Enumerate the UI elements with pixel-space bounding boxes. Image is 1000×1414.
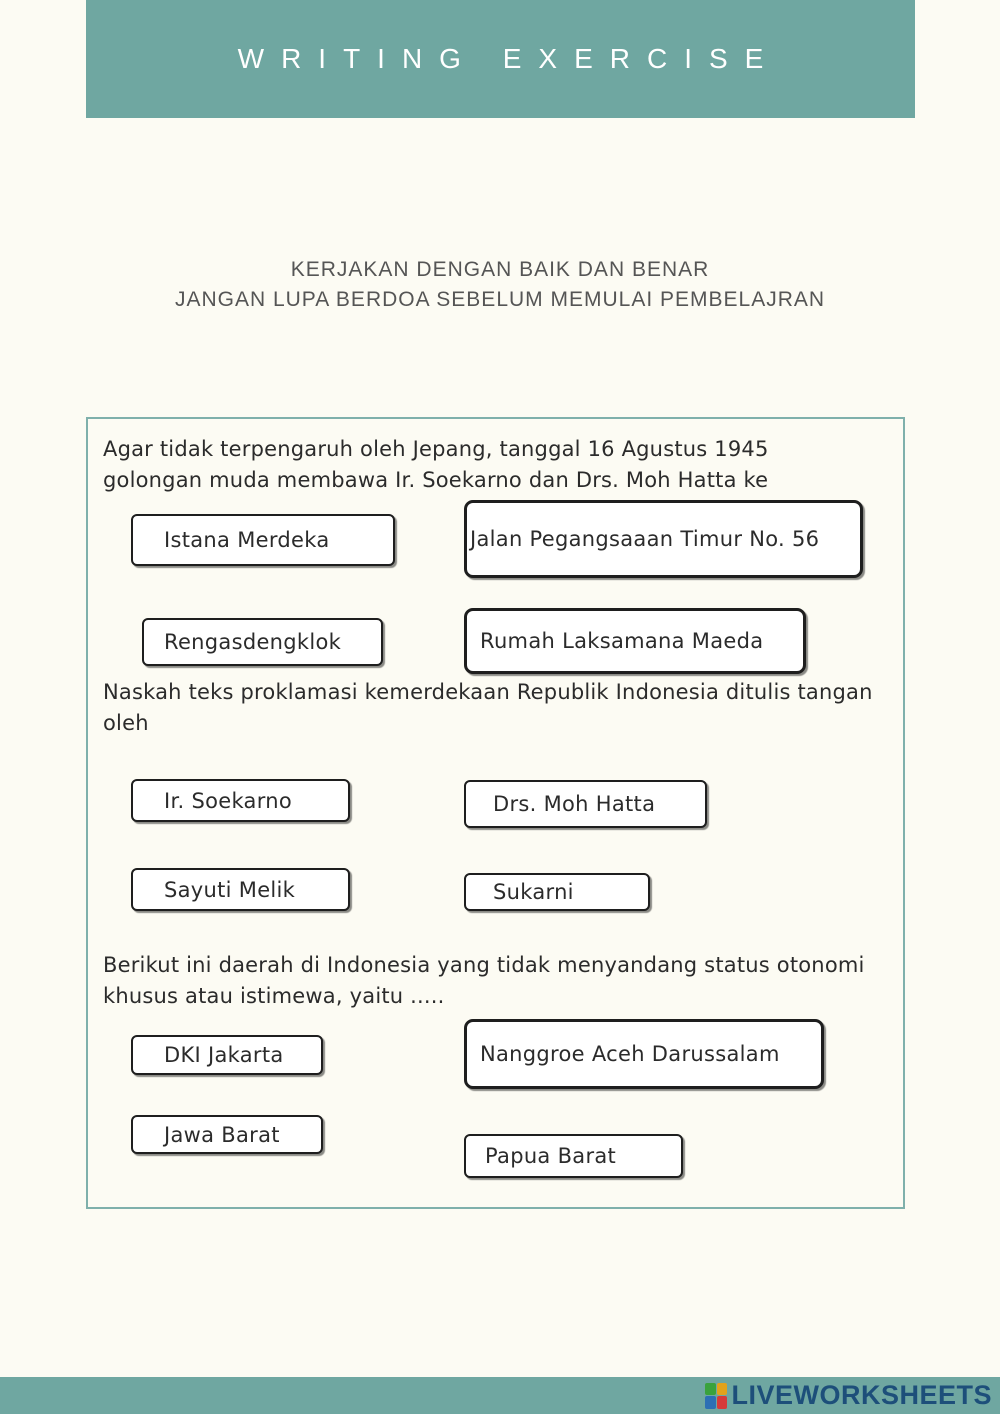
footer-bar (0, 1377, 1000, 1414)
header-banner (86, 0, 915, 118)
q1-option-rengasdengklok[interactable]: Rengasdengklok (142, 618, 383, 666)
instruction-line-2: JANGAN LUPA BERDOA SEBELUM MEMULAI PEMBELAJRAN (174, 288, 826, 311)
q1-option-rumah-laksamana-maeda[interactable]: Rumah Laksamana Maeda (464, 608, 806, 674)
q2-option-sukarni[interactable]: Sukarni (464, 873, 650, 911)
brand-name: LIVEWORKSHEETS (731, 1380, 992, 1410)
q2-option-ir-soekarno[interactable]: Ir. Soekarno (131, 779, 350, 822)
q3-option-jawa-barat[interactable]: Jawa Barat (131, 1115, 323, 1154)
q1-option-jalan-pegangsaan[interactable]: Jalan Pegangsaaan Timur No. 56 (464, 500, 863, 578)
question-2-text: Naskah teks proklamasi kemerdekaan Republik Indonesia ditulis tangan oleh (103, 680, 873, 735)
question-1-text: Agar tidak terpengaruh oleh Jepang, tanggal 16 Agustus 1945 golongan muda membawa Ir. Soekarno dan Drs. Moh Hatta ke (103, 437, 769, 492)
q3-option-papua-barat[interactable]: Papua Barat (464, 1134, 683, 1178)
q3-option-dki-jakarta[interactable]: DKI Jakarta (131, 1035, 323, 1075)
instruction-line-1: KERJAKAN DENGAN BAIK DAN BENAR (290, 258, 710, 281)
q1-option-istana-merdeka[interactable]: Istana Merdeka (131, 514, 395, 566)
q3-option-nanggroe-aceh-darussalam[interactable]: Nanggroe Aceh Darussalam (464, 1019, 824, 1089)
liveworksheets-brand[interactable] (705, 1380, 992, 1411)
q2-option-drs-moh-hatta[interactable]: Drs. Moh Hatta (464, 780, 707, 828)
question-3-text: Berikut ini daerah di Indonesia yang tidak menyandang status otonomi khusus atau istimewa, yaitu ..... (103, 953, 865, 1008)
page-title: WRITING EXERCISE (237, 43, 781, 74)
q2-option-sayuti-melik[interactable]: Sayuti Melik (131, 868, 350, 911)
liveworksheets-logo-icon (705, 1383, 727, 1409)
instructions (0, 255, 1000, 315)
